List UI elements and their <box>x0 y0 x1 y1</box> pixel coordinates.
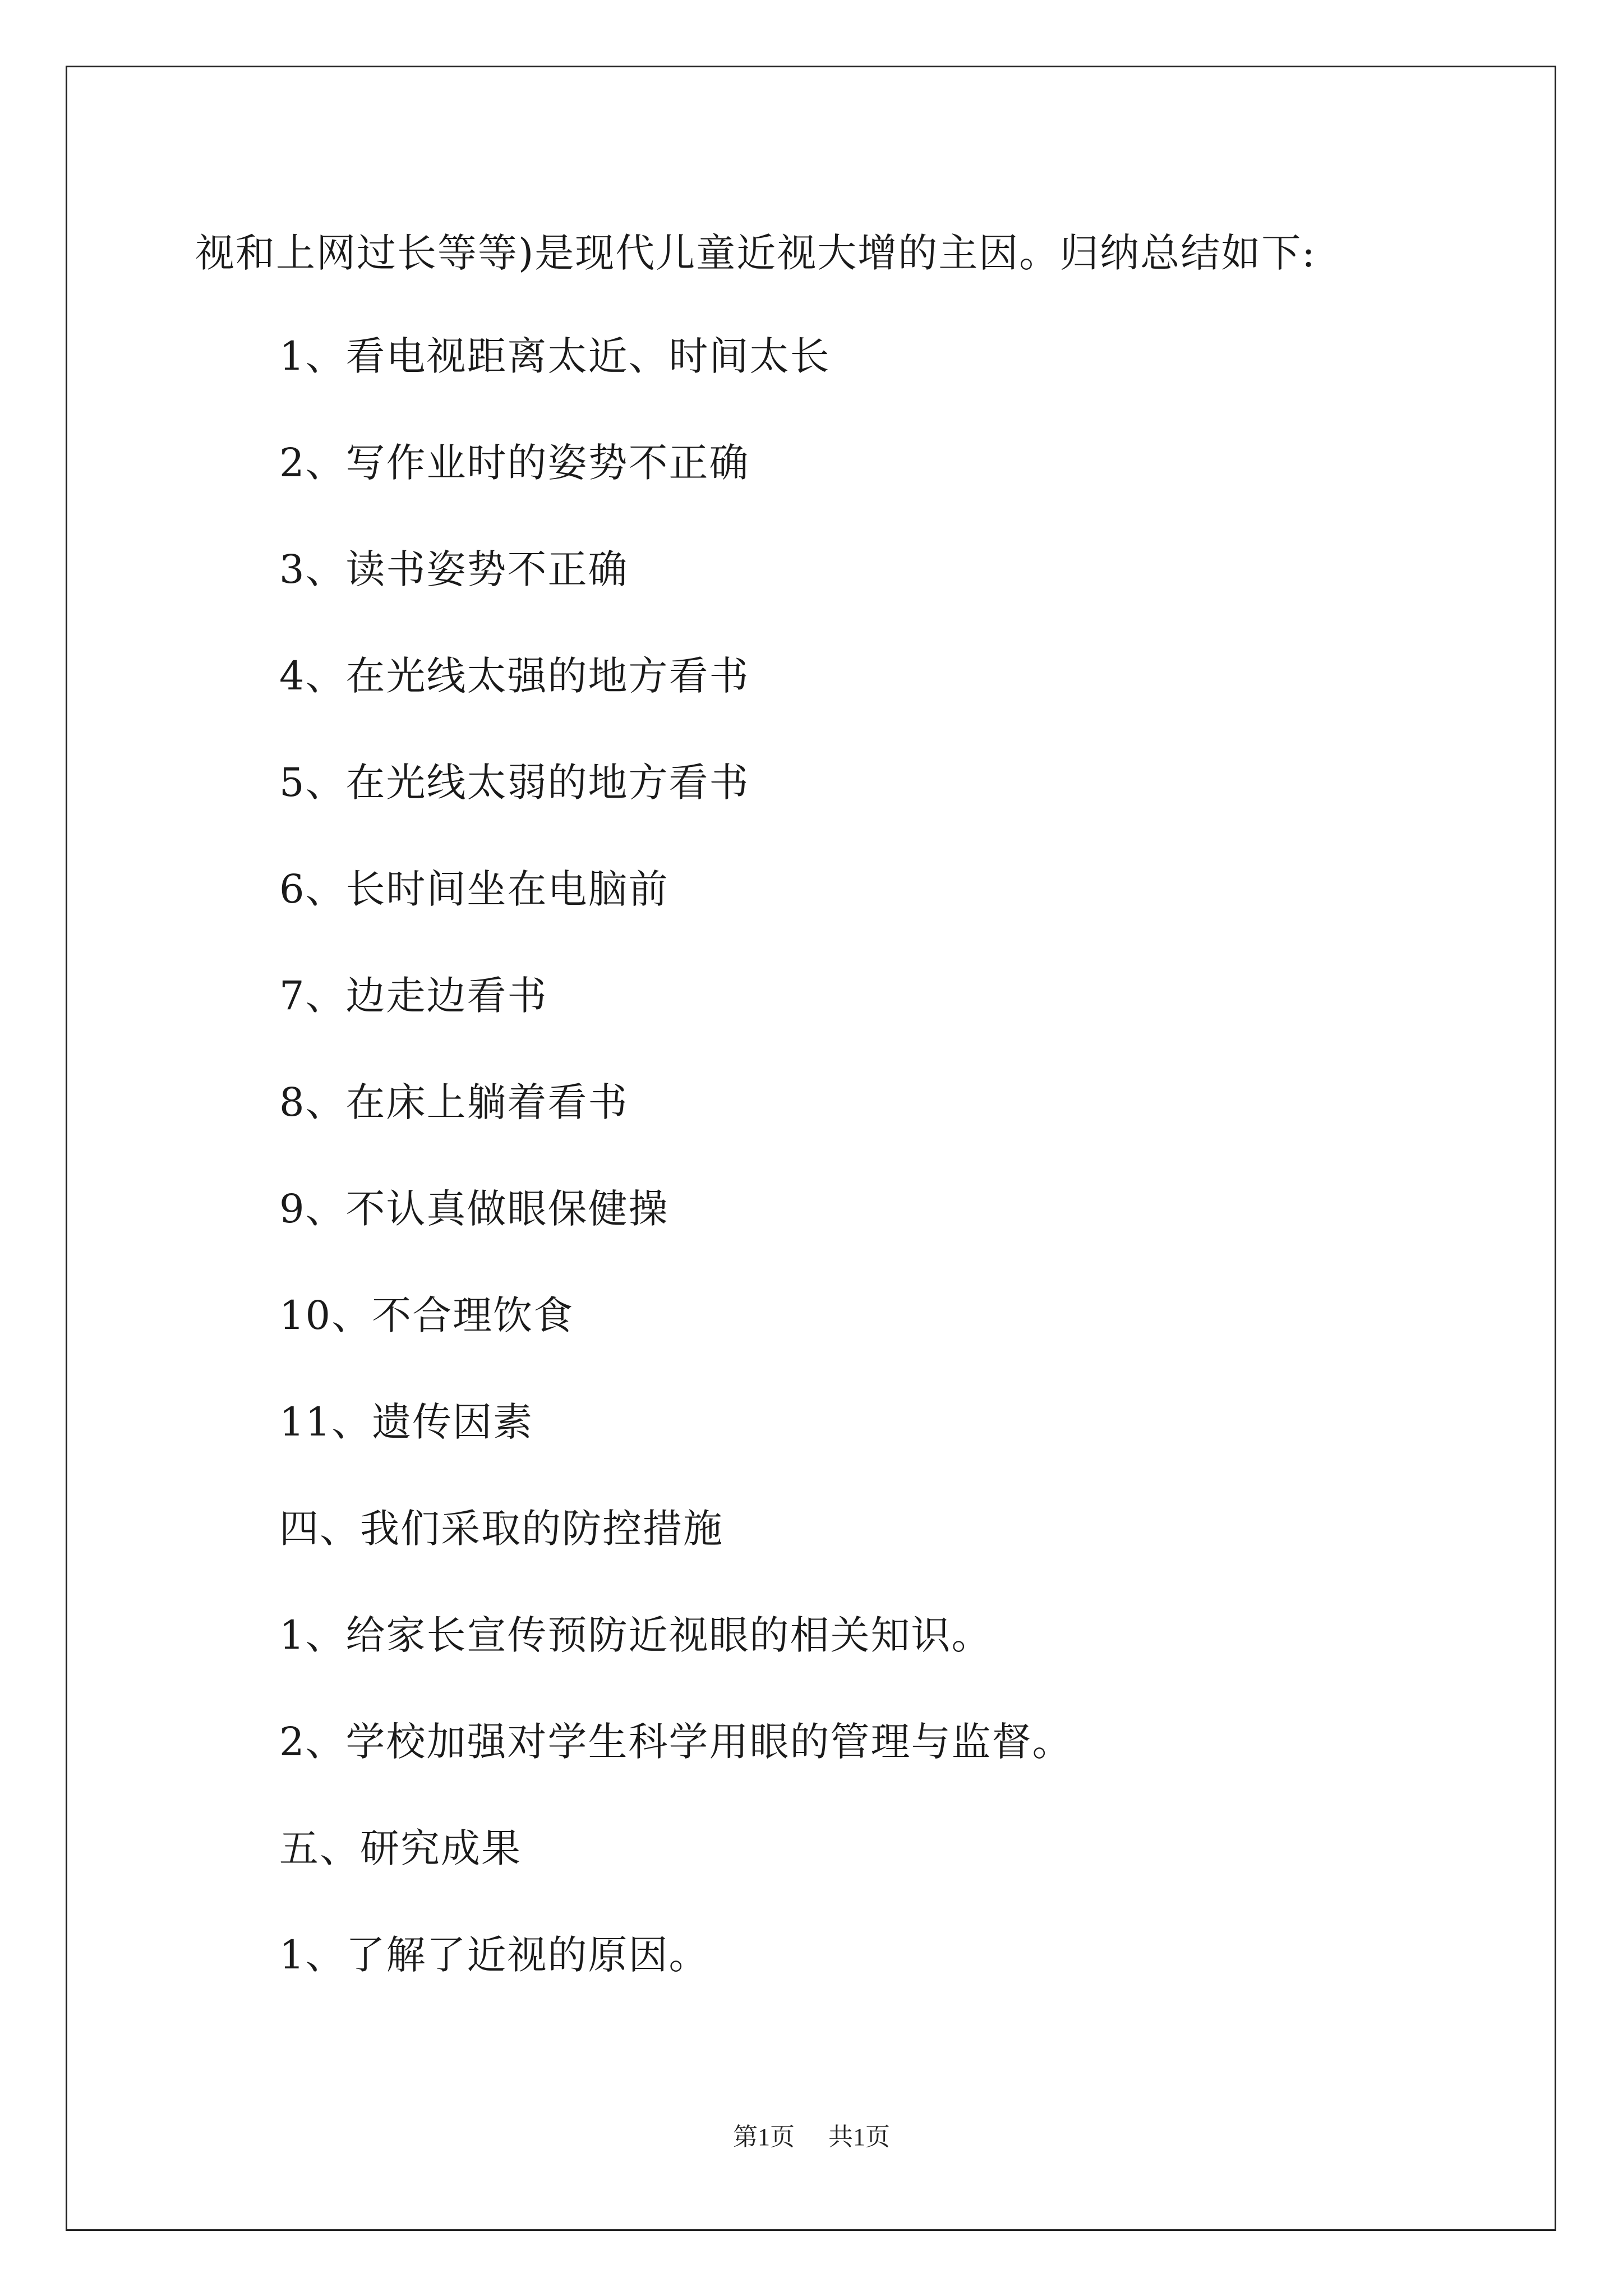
list-item: 4、在光线太强的地方看书 <box>279 653 750 699</box>
list-item: 8、在床上躺着看书 <box>279 1079 629 1125</box>
page-total: 共1页 <box>828 2123 890 2151</box>
page-footer <box>0 2120 1623 2154</box>
list-item: 5、在光线太弱的地方看书 <box>279 760 750 806</box>
page-border <box>66 66 1556 2231</box>
list-item: 9、不认真做眼保健操 <box>279 1186 669 1232</box>
list-item: 2、学校加强对学生科学用眼的管理与监督。 <box>279 1719 1073 1765</box>
list-item: 10、不合理饮食 <box>279 1292 574 1338</box>
list-item: 1、给家长宣传预防近视眼的相关知识。 <box>279 1612 992 1658</box>
list-item: 7、边走边看书 <box>279 973 548 1019</box>
list-item: 3、读书姿势不正确 <box>279 546 629 592</box>
page-number: 第1页 <box>733 2123 795 2151</box>
list-item: 6、长时间坐在电脑前 <box>279 866 669 912</box>
section-heading: 四、我们采取的防控措施 <box>279 1506 723 1552</box>
list-item: 1、看电视距离太近、时间太长 <box>279 333 831 379</box>
list-item: 1、了解了近视的原因。 <box>279 1932 709 1978</box>
list-item: 2、写作业时的姿势不正确 <box>279 440 750 486</box>
list-item: 11、遗传因素 <box>279 1399 534 1445</box>
intro-line: 视和上网过长等等)是现代儿童近视大增的主因。归纳总结如下: <box>195 230 1316 276</box>
section-heading: 五、研究成果 <box>279 1825 522 1871</box>
